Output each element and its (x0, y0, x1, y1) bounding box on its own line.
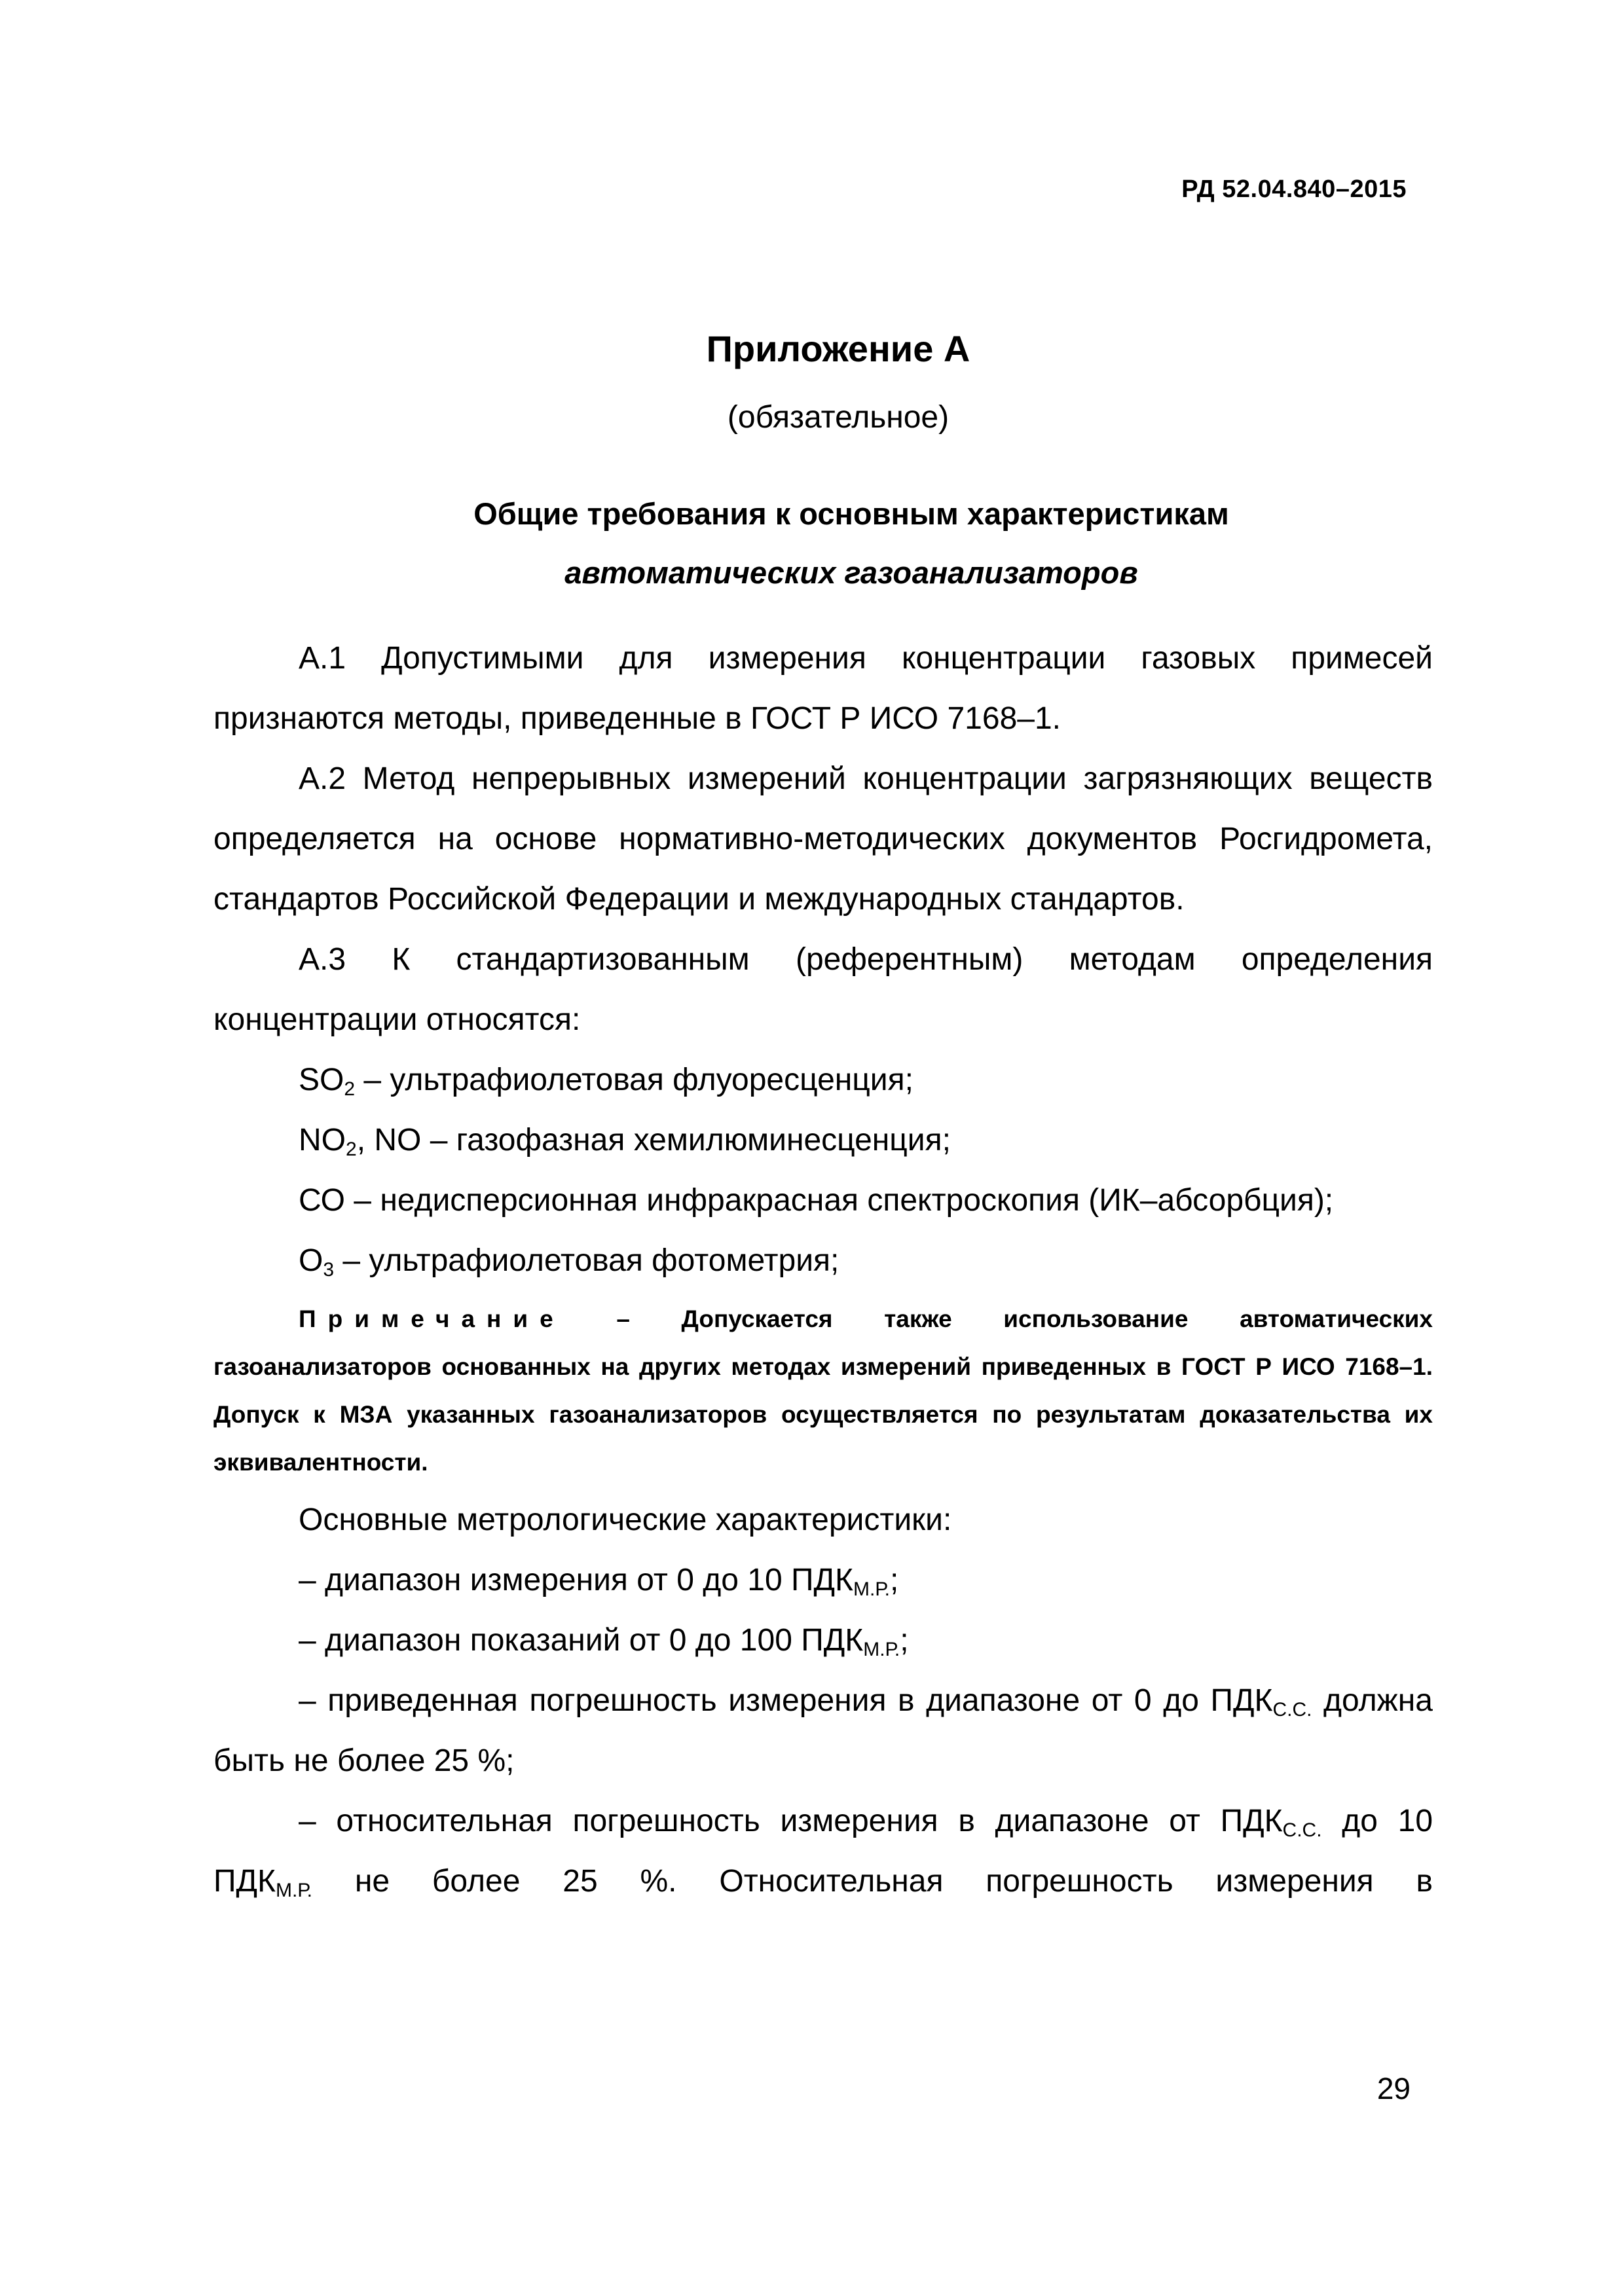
note-paragraph (213, 1295, 1433, 1486)
page-number: 29 (1376, 2071, 1411, 2105)
method-no2 (213, 1110, 1433, 1171)
o3-subscript: 3 (323, 1259, 335, 1281)
relative-error-text-b: до 10 ПДК (213, 1804, 1433, 1899)
so2-text: – ультрафиолетовая флуоресценция; (355, 1063, 913, 1097)
o3-text: – ультрафиолетовая фотометрия; (334, 1243, 840, 1278)
method-co: СО – недисперсионная инфракрасная спектроскопия (ИК–абсорбция); (299, 1183, 1334, 1218)
relative-error-text-a: – относительная погрешность измерения в диапазоне от ПДК (299, 1804, 1283, 1838)
measurement-range-subscript: М.Р. (853, 1578, 890, 1600)
appendix-subtitle: (обязательное) (727, 400, 950, 435)
appendix-title: Приложение А (706, 328, 970, 369)
reduced-error-subscript: С.С. (1272, 1699, 1312, 1721)
display-range-end: ; (900, 1623, 909, 1658)
display-range (213, 1611, 1433, 1671)
o3-formula: O (299, 1243, 323, 1278)
section-title-line2: автоматических газоанализаторов (564, 555, 1138, 590)
relative-error-subscript-2: М.Р. (275, 1880, 312, 1901)
measurement-range-end: ; (890, 1563, 899, 1597)
note-label: Примечание (299, 1305, 565, 1332)
metrological-intro: Основные метрологические характеристики: (299, 1503, 952, 1537)
section-title-line1: Общие требования к основным характеристикам (473, 496, 1229, 531)
reduced-error (213, 1671, 1433, 1791)
paragraph-a1: А.1 Допустимыми для измерения концентрации газовых примесей признаются методы, приведенные в ГОСТ Р ИСО 7168–1. (213, 641, 1433, 736)
paragraph-a3: А.3 К стандартизованным (референтным) методам определения концентрации относятся: (213, 942, 1433, 1037)
method-o3 (213, 1231, 1433, 1291)
document-body (213, 629, 1433, 1912)
reduced-error-text: – приведенная погрешность измерения в диапазоне от 0 до ПДК (299, 1683, 1273, 1718)
note-text: – Допускается также использование автоматических газоанализаторов основанных на других методах измерений приведенных в ГОСТ Р ИСО 7168–1. Допуск к МЗА указанных газоанализаторов осуществляется по результатам доказательства их эквивалентности. (213, 1305, 1433, 1476)
document-code: РД 52.04.840–2015 (1181, 175, 1407, 203)
paragraph-a2: А.2 Метод непрерывных измерений концентрации загрязняющих веществ определяется на основе нормативно-методических документов Росгидромета, стандартов Российской Федерации и международных стандартов. (213, 761, 1433, 917)
reduced-error-end: должна быть не более 25 %; (213, 1683, 1433, 1778)
no2-subscript: 2 (346, 1139, 357, 1160)
measurement-range-text: – диапазон измерения от 0 до 10 ПДК (299, 1563, 853, 1597)
measurement-range (213, 1550, 1433, 1611)
so2-subscript: 2 (344, 1078, 356, 1100)
relative-error-text-c: не более 25 %. Относительная погрешность измерения в (312, 1864, 1433, 1899)
display-range-subscript: М.Р. (863, 1639, 900, 1660)
section-title (0, 484, 1624, 602)
so2-formula: SO (299, 1063, 344, 1097)
display-range-text: – диапазон показаний от 0 до 100 ПДК (299, 1623, 864, 1658)
no2-text: , NO – газофазная хемилюминесценция; (356, 1123, 951, 1157)
no2-formula: NO (299, 1123, 346, 1157)
method-so2 (213, 1050, 1433, 1110)
relative-error (213, 1791, 1433, 1912)
relative-error-subscript-1: С.С. (1282, 1819, 1322, 1841)
